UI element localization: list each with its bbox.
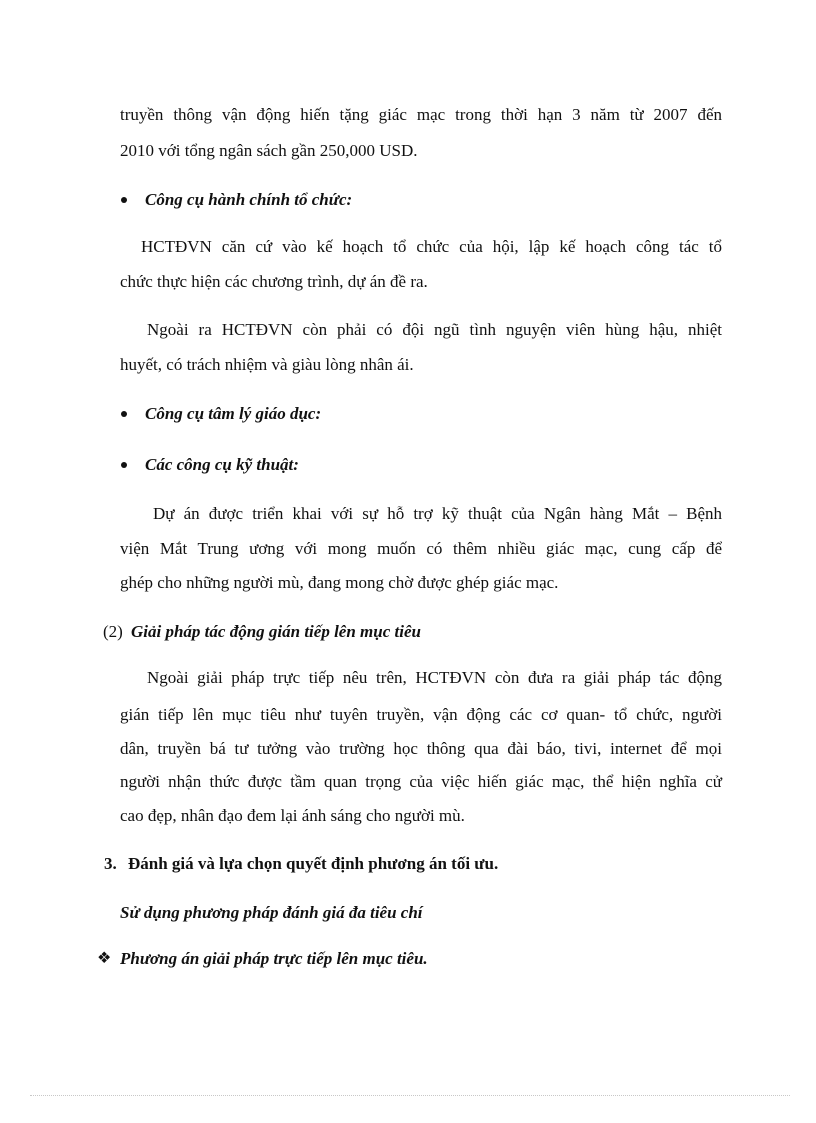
bullet-dot-icon	[121, 197, 127, 203]
paragraph-5-line-3: dân, truyền bá tư tưởng vào trường học thông qua đài báo, tivi, internet để mọi	[120, 739, 722, 758]
paragraph-1-line-1: truyền thông vận động hiến tặng giác mạc trong thời hạn 3 năm từ 2007 đến	[120, 105, 722, 124]
bullet-technical-tools: Các công cụ kỹ thuật:	[145, 455, 299, 474]
paragraph-3-line-1: Ngoài ra HCTĐVN còn phải có đội ngũ tình nguyện viên hùng hậu, nhiệt	[147, 320, 722, 339]
section-2-number: (2)	[103, 622, 123, 641]
paragraph-3-line-2: huyết, có trách nhiệm và giàu lòng nhân ái.	[120, 355, 414, 374]
paragraph-2-line-1: HCTĐVN căn cứ vào kế hoạch tổ chức của hội, lập kế hoạch công tác tổ	[141, 237, 722, 256]
paragraph-4-line-2: viện Mắt Trung ương với mong muốn có thêm nhiều giác mạc, cung cấp để	[120, 539, 722, 558]
diamond-bullet-icon: ❖	[97, 950, 112, 967]
paragraph-5-line-5: cao đẹp, nhân đạo đem lại ánh sáng cho người mù.	[120, 806, 465, 825]
subheading-multi-criteria: Sử dụng phương pháp đánh giá đa tiêu chí	[120, 903, 423, 922]
heading-3-number: 3.	[104, 854, 117, 873]
paragraph-1-line-2: 2010 với tổng ngân sách gần 250,000 USD.	[120, 141, 418, 160]
bullet-dot-icon	[121, 411, 127, 417]
paragraph-5-line-1: Ngoài giải pháp trực tiếp nêu trên, HCTĐVN còn đưa ra giải pháp tác động	[147, 668, 722, 687]
paragraph-5-line-4: người nhận thức được tầm quan trọng của việc hiến giác mạc, thể hiện nghĩa cử	[120, 772, 722, 791]
paragraph-5-line-2: gián tiếp lên mục tiêu như tuyên truyền, vận động các cơ quan- tổ chức, người	[120, 705, 722, 724]
paragraph-4-line-3: ghép cho những người mù, đang mong chờ được ghép giác mạc.	[120, 573, 559, 592]
bullet-administrative-tools: Công cụ hành chính tổ chức:	[145, 190, 353, 209]
section-2-title: Giải pháp tác động gián tiếp lên mục tiêu	[131, 622, 421, 641]
heading-3-title: Đánh giá và lựa chọn quyết định phương án tối ưu.	[128, 854, 499, 873]
page-bottom-rule	[30, 1095, 790, 1096]
bullet-psychological-tools: Công cụ tâm lý giáo dục:	[145, 404, 322, 423]
bullet-dot-icon	[121, 462, 127, 468]
paragraph-4-line-1: Dự án được triển khai với sự hỗ trợ kỹ thuật của Ngân hàng Mắt – Bệnh	[153, 504, 722, 523]
diamond-item-direct-solution: Phương án giải pháp trực tiếp lên mục tiêu.	[120, 949, 428, 968]
paragraph-2-line-2: chức thực hiện các chương trình, dự án đề ra.	[120, 272, 428, 291]
